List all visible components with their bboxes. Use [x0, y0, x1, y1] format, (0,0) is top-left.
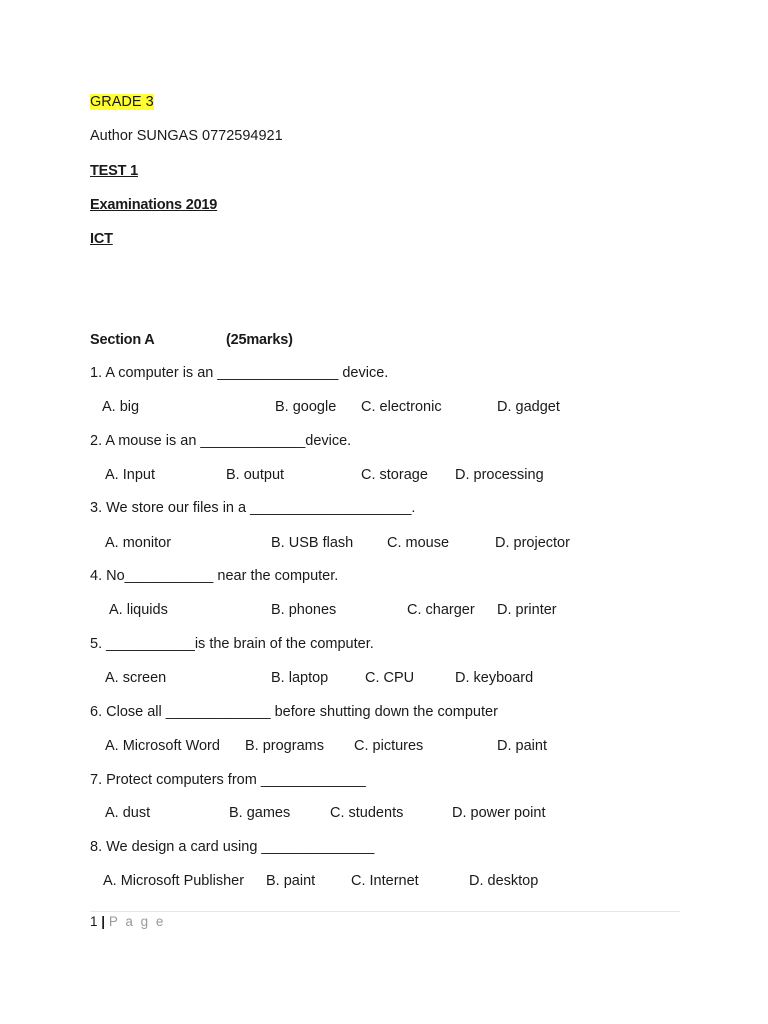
- page-separator: |: [101, 914, 106, 929]
- exam-title: Examinations 2019: [90, 197, 218, 213]
- q4-option-a: A. liquids: [109, 602, 168, 618]
- question-6: 6. Close all _____________ before shutting down the computer: [90, 704, 498, 720]
- q3-option-d: D. projector: [495, 535, 570, 551]
- q8-option-c: C. Internet: [351, 873, 419, 889]
- q7-option-a: A. dust: [105, 805, 151, 821]
- q8-option-a: A. Microsoft Publisher: [103, 873, 245, 889]
- q1-option-a: A. big: [102, 399, 140, 415]
- q1-option-b: B. google: [275, 399, 337, 415]
- q7-option-b: B. games: [229, 805, 291, 821]
- question-8: 8. We design a card using ______________: [90, 839, 375, 855]
- question-1: 1. A computer is an _______________ device.: [90, 365, 389, 381]
- subject-title: ICT: [90, 231, 113, 247]
- section-marks: (25marks): [226, 332, 293, 348]
- q5-option-b: B. laptop: [271, 670, 329, 686]
- q6-option-b: B. programs: [245, 738, 324, 754]
- q2-option-a: A. Input: [105, 467, 155, 483]
- q7-option-c: C. students: [330, 805, 404, 821]
- footer-divider: [90, 911, 680, 912]
- page-word: P a g e: [108, 914, 166, 929]
- q5-option-a: A. screen: [105, 670, 167, 686]
- question-2: 2. A mouse is an _____________device.: [90, 433, 352, 449]
- grade-highlight: GRADE 3: [90, 94, 154, 110]
- question-3: 3. We store our files in a ____________________.: [90, 500, 416, 516]
- q4-option-b: B. phones: [271, 602, 337, 618]
- q5-option-d: D. keyboard: [455, 670, 534, 686]
- page-footer: [90, 913, 165, 931]
- author-line: Author SUNGAS 0772594921: [90, 128, 283, 144]
- grade-label: [90, 93, 154, 111]
- q3-option-a: A. monitor: [105, 535, 172, 551]
- q6-option-d: D. paint: [497, 738, 547, 754]
- test-title: TEST 1: [90, 163, 138, 179]
- q3-option-c: C. mouse: [387, 535, 450, 551]
- page-number: 1: [90, 914, 98, 929]
- q3-option-b: B. USB flash: [271, 535, 354, 551]
- question-4: 4. No___________ near the computer.: [90, 568, 339, 584]
- q6-option-a: A. Microsoft Word: [105, 738, 220, 754]
- question-5: 5. ___________is the brain of the computer.: [90, 636, 374, 652]
- q6-option-c: C. pictures: [354, 738, 424, 754]
- q2-option-d: D. processing: [455, 467, 544, 483]
- q1-option-d: D. gadget: [497, 399, 560, 415]
- q8-option-b: B. paint: [266, 873, 316, 889]
- q4-option-c: C. charger: [407, 602, 475, 618]
- q1-option-c: C. electronic: [361, 399, 442, 415]
- q4-option-d: D. printer: [497, 602, 557, 618]
- question-7: 7. Protect computers from _____________: [90, 772, 366, 788]
- q7-option-d: D. power point: [452, 805, 546, 821]
- q5-option-c: C. CPU: [365, 670, 415, 686]
- q8-option-d: D. desktop: [469, 873, 539, 889]
- q2-option-c: C. storage: [361, 467, 428, 483]
- section-title: Section A: [90, 332, 155, 348]
- q2-option-b: B. output: [226, 467, 285, 483]
